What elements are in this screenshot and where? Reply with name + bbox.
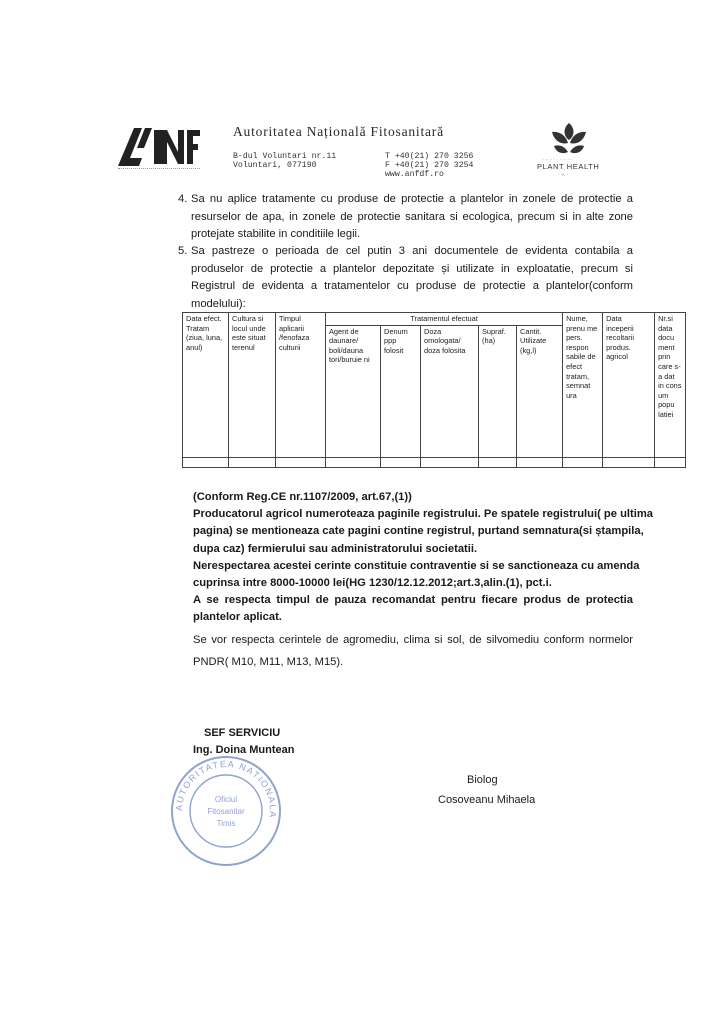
text-line: Nerespectarea acestei cerinte constituie contraventie si se sanctioneaza cu amenda bbox=[193, 559, 640, 572]
header-responsible-person: Nume, prenu me pers. respon sabile de efect tratam, semnat ura bbox=[563, 313, 603, 458]
text-line: Producatorul agricol numeroteaza paginile registrului. Pe spatele registrului( pe ultima bbox=[193, 508, 654, 521]
list-item-number: 4. bbox=[178, 193, 188, 205]
text-line: Sa pastreze o perioada de cel putin 3 ani documentele de evidenta contabila a bbox=[191, 245, 633, 257]
environment-notes bbox=[193, 632, 633, 671]
subheader-quantity: Cantit. Utilizate (kg,l) bbox=[517, 325, 563, 457]
stamp-center-line: Timis bbox=[216, 819, 236, 828]
subheader-area: Supraf. (ha) bbox=[479, 325, 517, 457]
text-line: modelului): bbox=[191, 297, 246, 310]
address-line-1: B-dul Voluntari nr.11 bbox=[233, 152, 337, 161]
treatment-register-table bbox=[182, 312, 686, 468]
website: www.anfdf.ro bbox=[385, 170, 444, 179]
biologist-name: Cosoveanu Mihaela bbox=[438, 794, 536, 806]
regulation-notes bbox=[193, 489, 654, 627]
text-line: PNDR( M10, M11, M13, M15). bbox=[193, 655, 344, 668]
address-line-2: Voluntari, 077190 bbox=[233, 161, 317, 170]
text-line: Registrul de evidenta a tratamentelor cu produse de protectie a plantelor(conform bbox=[191, 280, 633, 292]
header-document: Nr.si data docu ment prin care s-a dat in cons um popu latiei bbox=[655, 313, 686, 458]
subheader-agent: Agent de daunare/ boli/dauna tori/buruie ni bbox=[326, 325, 381, 457]
header-date: Data efect. Tratam (ziua, luna, anul) bbox=[183, 313, 229, 458]
chief-name: Ing. Doina Muntean bbox=[193, 744, 295, 756]
text-line: cuprinsa intre 8000-10000 lei(HG 1230/12.12.2012;art.3,alin.(1), pct.i. bbox=[193, 577, 552, 590]
fax-number: F +40(21) 270 3254 bbox=[385, 161, 474, 170]
plant-health-label: PLANT HEALTH bbox=[537, 162, 600, 171]
text-line: plantelor aplicat. bbox=[193, 611, 282, 624]
stamp-center-line: Fitosanitar bbox=[207, 807, 245, 816]
text-line: dupa caz) fermierului sau administratorului societatii. bbox=[193, 542, 478, 555]
plant-health-subcaption: · ○. · bbox=[558, 172, 569, 178]
logo-tagline bbox=[118, 168, 200, 170]
subheader-dose: Doza omologata/ doza folosita bbox=[421, 325, 479, 457]
organization-title: Autoritatea Națională Fitosanitară bbox=[233, 124, 444, 139]
subheader-ppp: Denum ppp folosit bbox=[381, 325, 421, 457]
table-header-row bbox=[183, 313, 686, 326]
list-item-text bbox=[191, 191, 633, 244]
phone-number: T +40(21) 270 3256 bbox=[385, 152, 474, 161]
plant-health-caption: ······ ····· bbox=[543, 157, 573, 162]
header-harvest-date: Data inceperii recoltarii produs. agricol bbox=[603, 313, 655, 458]
stamp-ring-text: AUTORITATEA NATIONALA bbox=[173, 758, 279, 820]
header-application-time: Timpul aplicarii /fenofaza culturii bbox=[276, 313, 326, 458]
plant-health-emblem-icon bbox=[548, 120, 590, 158]
header-culture: Cultura si locul unde este situat terenul bbox=[229, 313, 276, 458]
official-stamp bbox=[162, 752, 290, 870]
stamp-center-line: Oficiul bbox=[214, 795, 238, 804]
list-item-number: 5. bbox=[178, 245, 188, 257]
text-line: resurselor de apa, in zonele de protectie sanitara si ecologica, precum si in alte zone bbox=[191, 210, 633, 223]
text-line: protejate stabilite in conditiile legii. bbox=[191, 228, 361, 240]
anf-logo bbox=[118, 128, 200, 166]
text-line: Se vor respecta cerintele de agromediu, clima si sol, de silvomediu conform normelor bbox=[193, 634, 633, 646]
chief-title: SEF SERVICIU bbox=[204, 727, 281, 739]
text-line: pagina) se mentioneaza cate pagini contine registrul, purtand semnatura(si ștampila, bbox=[193, 525, 644, 538]
text-line: A se respecta timpul de pauza recomandat pentru fiecare produs de protectia bbox=[193, 594, 633, 607]
text-line: Sa nu aplice tratamente cu produse de protectie a plantelor in zonele de protectie a bbox=[191, 193, 633, 205]
text-line: produselor de protectie a plantelor depozitate și utilizate in exploatatie, precum si bbox=[191, 262, 633, 275]
table-row bbox=[183, 458, 686, 468]
header-treatment: Tratamentul efectuat bbox=[326, 313, 563, 326]
text-line: (Conform Reg.CE nr.1107/2009, art.67,(1)) bbox=[193, 491, 412, 503]
list-item-text bbox=[191, 243, 633, 313]
biologist-title: Biolog bbox=[467, 774, 498, 786]
